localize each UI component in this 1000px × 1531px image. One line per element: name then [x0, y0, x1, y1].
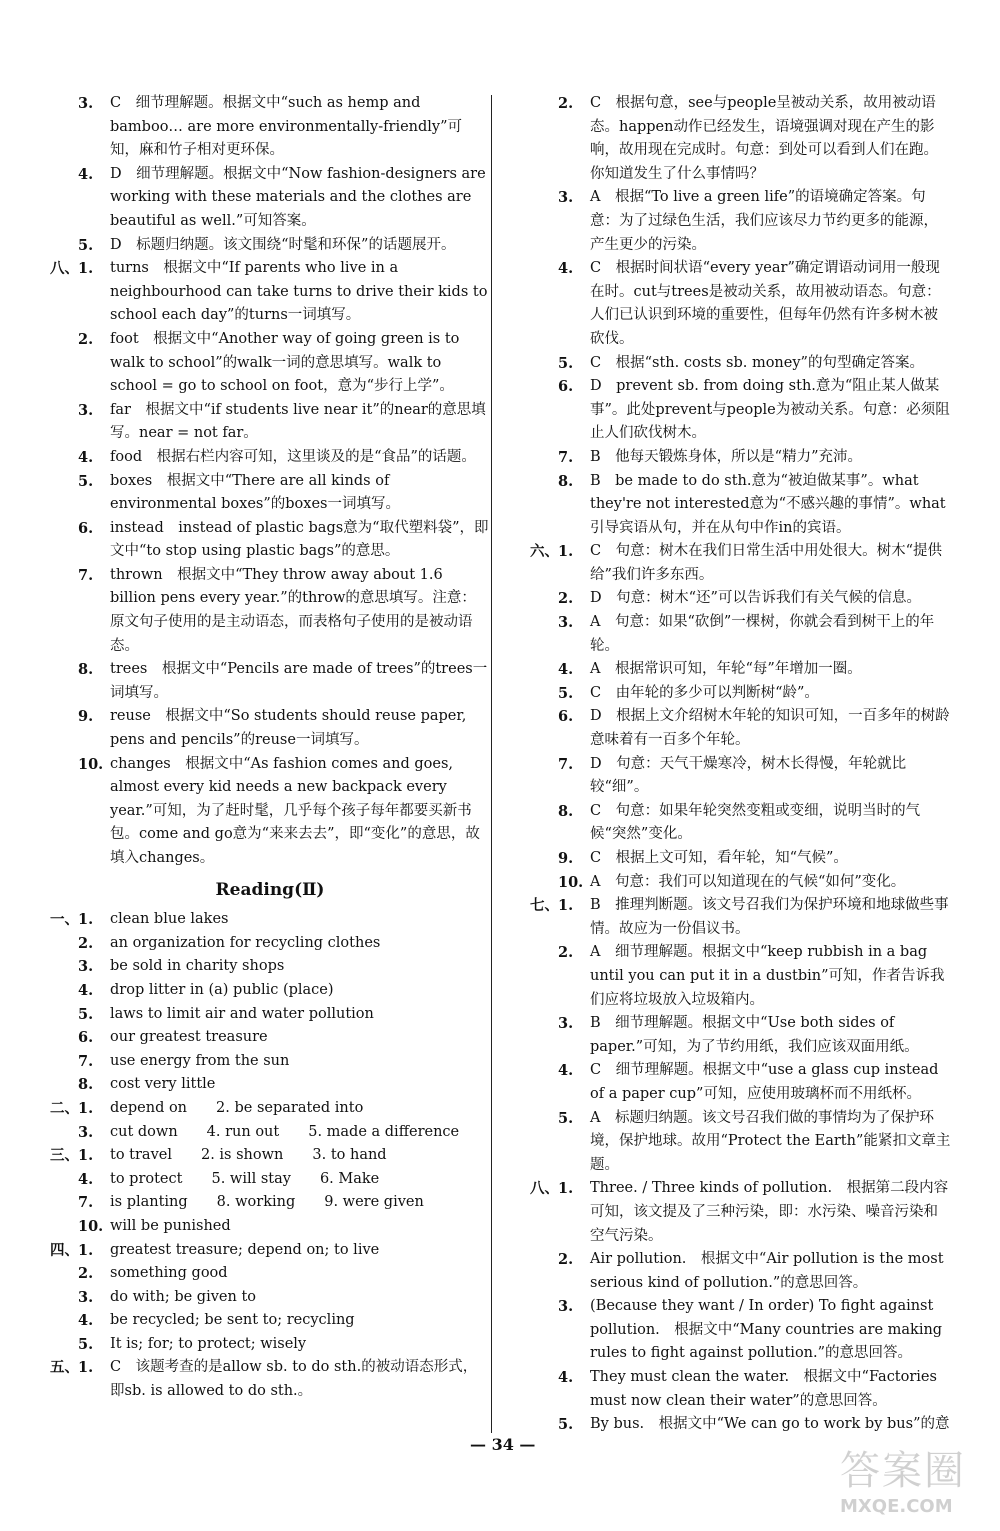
- answer-text: By bus. 根据文中“We can go to work by bus”的意: [590, 1416, 950, 1433]
- question-number: 2.: [78, 934, 94, 952]
- answer-text: Air pollution. 根据文中“Air pollution is the most serious kind of pollution.”的意思回答。: [590, 1251, 944, 1291]
- answer-text: D prevent sb. from doing sth.意为“阻止某人做某事”。此处prevent与people为被动关系。句意：必须阻止人们砍伐树木。: [590, 378, 950, 442]
- answer-item: [530, 658, 952, 682]
- answer-text: our greatest treasure: [110, 1029, 268, 1046]
- answer-item: [50, 1050, 490, 1074]
- answer-item: [50, 163, 490, 234]
- section-number: 四、: [50, 1241, 79, 1259]
- answer-text: C 细节理解题。根据文中“use a glass cup instead of a paper cup”可知，应使用玻璃杯而不用纸杯。: [590, 1062, 939, 1102]
- answer-item: [530, 186, 952, 257]
- question-number: 10.: [558, 873, 584, 891]
- question-number: 6.: [78, 1029, 94, 1047]
- answer-item: [530, 1295, 952, 1366]
- answer-text: B 他每天锻炼身体，所以是“精力”充沛。: [590, 448, 862, 465]
- answer-item: [530, 257, 952, 351]
- question-number: 2.: [558, 1251, 574, 1269]
- answer-item: [530, 800, 952, 847]
- answer-text: reuse 根据文中“So students should reuse paper, pens and pencils”的reuse一词填写。: [110, 708, 467, 749]
- question-number: 5.: [78, 472, 94, 490]
- question-number: 4.: [558, 661, 574, 679]
- column-divider: [491, 95, 492, 1433]
- answer-text: be recycled; be sent to; recycling: [110, 1312, 355, 1329]
- answer-text: something good: [110, 1265, 228, 1282]
- answer-item: [530, 894, 952, 941]
- section-number: 六、: [530, 543, 559, 561]
- answer-item: [530, 705, 952, 752]
- answer-item: [530, 352, 952, 376]
- question-number: 8.: [78, 1076, 94, 1094]
- answer-list-left-2: [50, 908, 490, 1403]
- answer-text: to protect 5. will stay 6. Make: [110, 1170, 380, 1187]
- question-number: 3.: [78, 401, 94, 419]
- answer-text: They must clean the water. 根据文中“Factories must now clean their water”的意思回答。: [590, 1369, 937, 1409]
- answer-item: [50, 257, 490, 328]
- answer-item: [530, 682, 952, 706]
- answer-text: do with; be given to: [110, 1288, 256, 1305]
- answer-item: [50, 932, 490, 956]
- answer-text: boxes 根据文中“There are all kinds of environmental boxes”的boxes一词填写。: [110, 472, 400, 513]
- answer-item: [50, 1191, 490, 1215]
- question-number: 10.: [78, 1217, 104, 1235]
- answer-text: cut down 4. run out 5. made a difference: [110, 1123, 460, 1140]
- answer-item: [50, 908, 490, 932]
- question-number: 2.: [558, 944, 574, 962]
- answer-text: D 根据上文介绍树木年轮的知识可知，一百多年的树龄意味着有一百多个年轮。: [590, 708, 950, 749]
- question-number: 5.: [78, 1335, 94, 1353]
- answer-text: C 该题考查的是allow sb. to do sth.的被动语态形式，即sb. is allowed to do sth.。: [110, 1359, 478, 1400]
- question-number: 7.: [78, 566, 94, 584]
- answer-text: far 根据文中“if students live near it”的near的意思填写。near = not far。: [110, 401, 486, 442]
- answer-text: C 句意：如果年轮突然变粗或变细，说明当时的气候“突然”变化。: [590, 802, 921, 843]
- answer-text: is planting 8. working 9. were given: [110, 1194, 424, 1211]
- answer-item: [530, 1366, 952, 1413]
- answer-item: [50, 1121, 490, 1145]
- answer-item: [530, 611, 952, 658]
- answer-item: [50, 517, 490, 564]
- question-number: 5.: [78, 1005, 94, 1023]
- answer-text: D 标题归纳题。该文围绕“时髦和环保”的话题展开。: [110, 236, 456, 253]
- page-number: — 34 —: [470, 1435, 536, 1454]
- section-number: 三、: [50, 1147, 79, 1165]
- question-number: 5.: [78, 236, 94, 254]
- question-number: 5.: [558, 1416, 574, 1434]
- answer-item: [530, 375, 952, 446]
- answer-text: A 根据常识可知，年轮“每”年增加一圈。: [590, 661, 862, 678]
- question-number: 3.: [78, 95, 94, 112]
- answer-text: an organization for recycling clothes: [110, 934, 381, 951]
- answer-item: [530, 446, 952, 470]
- answer-item: [50, 1309, 490, 1333]
- answer-item: [50, 1073, 490, 1097]
- answer-item: [50, 1003, 490, 1027]
- answer-item: [530, 1107, 952, 1178]
- answer-item: [530, 540, 952, 587]
- question-number: 2.: [558, 590, 574, 608]
- answer-text: cost very little: [110, 1076, 216, 1093]
- answer-item: [50, 955, 490, 979]
- question-number: 3.: [78, 1288, 94, 1306]
- question-number: 1.: [78, 1241, 94, 1259]
- answer-item: [50, 1168, 490, 1192]
- answer-text: instead instead of plastic bags意为“取代塑料袋”，即文中“to stop using plastic bags”的意思。: [110, 519, 489, 560]
- question-number: 6.: [558, 378, 574, 396]
- answer-text: foot 根据文中“Another way of going green is to walk to school”的walk一词的意思填写。walk to school = go to school on foot，意为“步行上学”。: [110, 330, 460, 395]
- answer-item: [50, 658, 490, 705]
- answer-text: will be punished: [110, 1217, 231, 1234]
- answer-text: C 句意：树木在我们日常生活中用处很大。树木“提供给”我们许多东西。: [590, 543, 943, 583]
- section-heading: Reading(Ⅱ): [215, 879, 325, 900]
- question-number: 4.: [558, 1369, 574, 1387]
- question-number: 10.: [78, 755, 104, 773]
- question-number: 2.: [78, 1265, 94, 1283]
- answer-item: [50, 92, 490, 163]
- answer-text: changes 根据文中“As fashion comes and goes, almost every kid needs a new backpack every year.”可知，为了赶时髦，几乎每个孩子每年都要买新书包。come and go意为“来来去去”，即“变化”的意思，故填入changes。: [110, 755, 480, 866]
- answer-text: A 句意：我们可以知道现在的气候“如何”变化。: [590, 873, 906, 890]
- answer-text: A 句意：如果“砍倒”一棵树，你就会看到树干上的年轮。: [590, 614, 935, 654]
- question-number: 1.: [558, 543, 574, 561]
- answer-text: A 细节理解题。根据文中“keep rubbish in a bag until you can put it in a dustbin”可知，作者告诉我们应将垃圾放入垃圾箱内。: [590, 944, 945, 1008]
- answer-item: [50, 564, 490, 658]
- question-number: 4.: [78, 165, 94, 183]
- answer-item: [530, 871, 952, 895]
- question-number: 1.: [78, 1359, 94, 1377]
- question-number: 3.: [558, 1298, 574, 1316]
- answer-text: (Because they want / In order) To fight against pollution. 根据文中“Many countries are making rules to fight against pollution.”的意思回答。: [590, 1298, 943, 1362]
- right-column: [530, 92, 952, 1437]
- answer-item: [50, 1262, 490, 1286]
- question-number: 4.: [78, 1312, 94, 1330]
- section-number: 五、: [50, 1359, 79, 1377]
- answer-text: C 根据“sth. costs sb. money”的句型确定答案。: [590, 354, 924, 371]
- answer-text: depend on 2. be separated into: [110, 1099, 364, 1116]
- section-number: 二、: [50, 1099, 79, 1117]
- question-number: 5.: [558, 1109, 574, 1127]
- answer-text: trees 根据文中“Pencils are made of trees”的trees一词填写。: [110, 661, 488, 701]
- answer-item: [50, 1356, 490, 1403]
- answer-item: [530, 1177, 952, 1248]
- question-number: 2.: [558, 95, 574, 112]
- watermark-url: MXQE.COM: [840, 1496, 953, 1517]
- answer-item: [50, 979, 490, 1003]
- answer-text: thrown 根据文中“They throw away about 1.6 billion pens every year.”的throw的意思填写。注意：原文句子使用的是主动语态，而表格句子使用的是被动语态。: [110, 566, 476, 654]
- answer-item: [50, 1097, 490, 1121]
- answer-text: Three. / Three kinds of pollution. 根据第二段内容可知，该文提及了三种污染，即：水污染、噪音污染和空气污染。: [590, 1180, 949, 1244]
- answer-text: D 句意：天气干燥寒冷，树木长得慢，年轮就比较“细”。: [590, 755, 907, 796]
- answer-text: C 细节理解题。根据文中“such as hemp and bamboo… are more environmentally-friendly”可知，麻和竹子相对更环保。: [110, 95, 463, 159]
- question-number: 3.: [558, 614, 574, 632]
- answer-text: to travel 2. is shown 3. to hand: [110, 1147, 387, 1164]
- question-number: 9.: [558, 850, 574, 867]
- question-number: 7.: [78, 1194, 94, 1212]
- answer-item: [50, 1239, 490, 1263]
- watermark-text: 答案圈: [840, 1448, 966, 1494]
- answer-text: B 推理判断题。该文号召我们为保护环境和地球做些事情。故应为一份倡议书。: [590, 897, 949, 937]
- answer-item: [530, 1248, 952, 1295]
- question-number: 4.: [558, 1062, 574, 1080]
- section-number: 七、: [530, 897, 559, 915]
- answer-item: [50, 328, 490, 399]
- answer-item: [50, 705, 490, 752]
- left-column: [50, 92, 490, 1404]
- answer-text: D 句意：树木“还”可以告诉我们有关气候的信息。: [590, 590, 921, 607]
- watermark-logo: [840, 1439, 990, 1519]
- question-number: 2.: [78, 330, 94, 348]
- question-number: 7.: [558, 755, 574, 773]
- question-number: 7.: [78, 1052, 94, 1070]
- question-number: 8.: [558, 802, 574, 820]
- answer-item: [50, 1026, 490, 1050]
- answer-item: [530, 470, 952, 541]
- question-number: 7.: [558, 448, 574, 466]
- answer-text: C 由年轮的多少可以判断树“龄”。: [590, 684, 819, 701]
- answer-item: [530, 587, 952, 611]
- question-number: 1.: [558, 897, 574, 915]
- answer-text: C 根据句意，see与people呈被动关系，故用被动语态。happen动作已经发生，语境强调对现在产生的影响，故用现在完成时。句意：到处可以看到人们在跑。你知道发生了什么事情吗？: [590, 95, 938, 182]
- answer-text: turns 根据文中“If parents who live in a neighbourhood can take turns to drive their kids to school each day”的turns一词填写。: [110, 260, 488, 324]
- answer-text: food 根据右栏内容可知，这里谈及的是“食品”的话题。: [110, 448, 476, 465]
- answer-text: B be made to do sth.意为“被迫做某事”。what they're not interested意为“不感兴趣的事情”。what引导宾语从句，并在从句中作in的宾语。: [590, 472, 946, 536]
- answer-item: [50, 1144, 490, 1168]
- answer-item: [50, 470, 490, 517]
- question-number: 8.: [78, 661, 94, 679]
- question-number: 9.: [78, 708, 94, 726]
- question-number: 3.: [78, 1123, 94, 1141]
- question-number: 6.: [78, 519, 94, 537]
- answer-text: laws to limit air and water pollution: [110, 1005, 374, 1022]
- answer-text: C 根据时间状语“every year”确定谓语动词用一般现在时。cut与trees是被动关系，故用被动语态。句意：人们已认识到环境的重要性，但每年仍然有许多树木被砍伐。: [590, 260, 941, 347]
- answer-item: [530, 92, 952, 186]
- question-number: 1.: [78, 1099, 94, 1117]
- answer-list-left: [50, 92, 490, 871]
- answer-item: [530, 753, 952, 800]
- answer-item: [530, 941, 952, 1012]
- answer-item: [50, 1215, 490, 1239]
- answer-item: [50, 753, 490, 871]
- question-number: 1.: [78, 911, 94, 929]
- question-number: 5.: [558, 354, 574, 372]
- answer-item: [50, 234, 490, 258]
- answer-text: C 根据上文可知，看年轮，知“气候”。: [590, 850, 848, 866]
- question-number: 3.: [78, 958, 94, 976]
- question-number: 3.: [558, 1015, 574, 1033]
- answer-item: [530, 1413, 952, 1437]
- section-number: 一、: [50, 911, 79, 929]
- question-number: 4.: [78, 1170, 94, 1188]
- answer-item: [50, 1286, 490, 1310]
- answer-text: be sold in charity shops: [110, 958, 285, 975]
- answer-item: [50, 446, 490, 470]
- answer-list-right: [530, 92, 952, 1437]
- answer-item: [530, 847, 952, 871]
- answer-text: drop litter in (a) public (place): [110, 981, 334, 998]
- answer-text: B 细节理解题。根据文中“Use both sides of paper.”可知，为了节约用纸，我们应该双面用纸。: [590, 1015, 919, 1055]
- answer-text: A 根据“To live a green life”的语境确定答案。句意：为了过绿色生活，我们应该尽力节约更多的能源，产生更少的污染。: [590, 189, 938, 253]
- question-number: 3.: [558, 189, 574, 207]
- answer-item: [530, 1059, 952, 1106]
- answer-text: It is; for; to protect; wisely: [110, 1335, 307, 1352]
- answer-item: [50, 399, 490, 446]
- section-number: 八、: [530, 1180, 559, 1198]
- question-number: 4.: [558, 260, 574, 278]
- question-number: 1.: [78, 1147, 94, 1165]
- answer-text: greatest treasure; depend on; to live: [110, 1241, 380, 1258]
- answer-text: D 细节理解题。根据文中“Now fashion-designers are working with these materials and the clothes are beautiful as well.”可知答案。: [110, 165, 486, 229]
- answer-item: [50, 1333, 490, 1357]
- answer-text: clean blue lakes: [110, 911, 229, 928]
- answer-item: [530, 1012, 952, 1059]
- question-number: 6.: [558, 708, 574, 726]
- answer-text: use energy from the sun: [110, 1052, 290, 1069]
- question-number: 1.: [558, 1180, 574, 1198]
- question-number: 5.: [558, 684, 574, 702]
- question-number: 4.: [78, 448, 94, 466]
- question-number: 8.: [558, 472, 574, 490]
- section-number: 八、: [50, 260, 79, 278]
- question-number: 1.: [78, 260, 94, 278]
- answer-text: A 标题归纳题。该文号召我们做的事情均为了保护环境，保护地球。故用“Protect the Earth”能紧扣文章主题。: [590, 1109, 951, 1173]
- question-number: 4.: [78, 981, 94, 999]
